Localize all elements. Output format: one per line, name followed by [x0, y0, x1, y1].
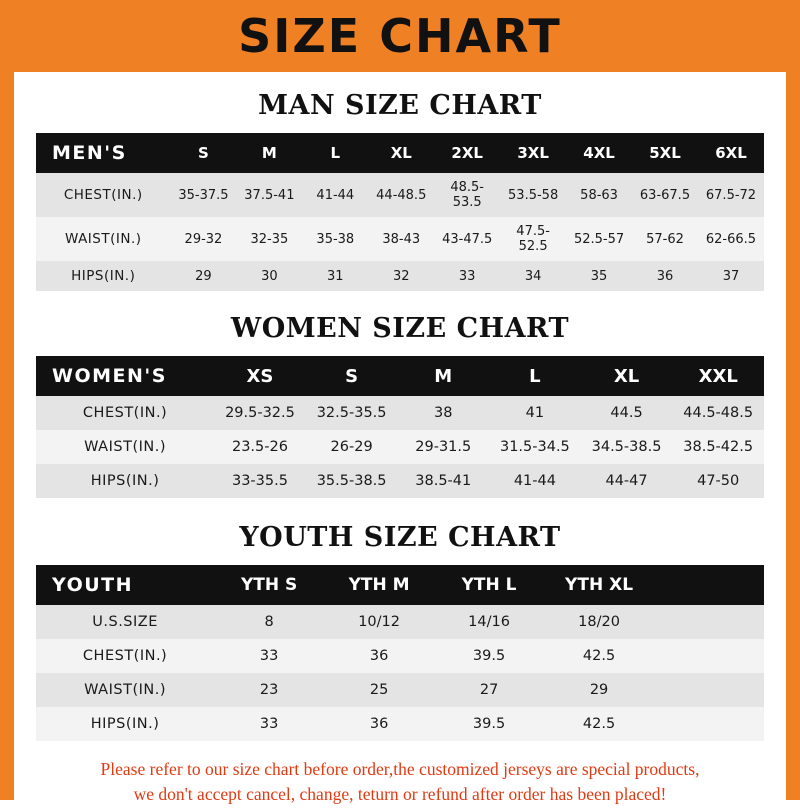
women-r0-c3: 41	[525, 405, 545, 421]
man-col-0: S	[198, 144, 209, 162]
man-r0-c5: 53.5-58	[508, 187, 559, 203]
youth-row-header-label: YOUTH	[52, 574, 134, 596]
youth-row-0-label: U.S.SIZE	[92, 614, 158, 630]
youth-r2-c4	[654, 673, 764, 707]
man-col-6: 4XL	[583, 144, 615, 162]
youth-r2-c0: 23	[259, 682, 279, 698]
youth-r1-c4	[654, 639, 764, 673]
youth-r1-c1: 36	[369, 648, 389, 664]
youth-r3-c4	[654, 707, 764, 741]
youth-r2-c3: 29	[589, 682, 609, 698]
man-r1-c7: 57-62	[646, 231, 684, 247]
man-r2-c4: 33	[458, 268, 476, 284]
women-r1-c5: 38.5-42.5	[683, 439, 754, 455]
man-col-1: M	[261, 144, 277, 162]
youth-r0-c1: 10/12	[358, 614, 400, 630]
women-size-table	[36, 356, 764, 498]
man-r2-c6: 35	[590, 268, 608, 284]
man-r1-c2: 35-38	[316, 231, 355, 247]
order-policy-note	[36, 757, 764, 808]
youth-r2-c1: 25	[369, 682, 389, 698]
youth-r3-c1: 36	[369, 716, 389, 732]
table-row	[36, 173, 764, 217]
order-policy-note-line1: Please refer to our size chart before order,the customized jerseys are special products,	[100, 759, 700, 779]
women-r1-c1: 26-29	[330, 439, 373, 455]
youth-col-2: YTH L	[461, 575, 517, 595]
man-row-1-label: WAIST(IN.)	[64, 231, 142, 247]
youth-r1-c0: 33	[259, 648, 279, 664]
man-r1-c1: 32-35	[250, 231, 289, 247]
women-r0-c2: 38	[434, 405, 453, 421]
women-table-header	[36, 356, 764, 396]
man-col-2: L	[330, 144, 341, 162]
order-policy-note-line2: we don't accept cancel, change, teturn or refund after order has been placed!	[133, 784, 667, 805]
man-r0-c3: 44-48.5	[376, 187, 427, 203]
man-col-3: XL	[390, 144, 412, 162]
man-r1-c8: 62-66.5	[705, 231, 757, 247]
women-r0-c0: 29.5-32.5	[225, 405, 295, 421]
man-r2-c8: 37	[722, 268, 740, 284]
man-section-title: MAN SIZE CHART	[258, 90, 542, 121]
man-col-4: 2XL	[451, 144, 483, 162]
content	[14, 90, 786, 808]
youth-r0-c4	[654, 605, 764, 639]
man-r0-c7: 63-67.5	[639, 187, 691, 203]
youth-r1-c2: 39.5	[472, 648, 506, 664]
youth-section-title: YOUTH SIZE CHART	[239, 522, 561, 553]
youth-row-3-label: HIPS(IN.)	[90, 716, 160, 732]
women-row-0-label: CHEST(IN.)	[82, 405, 168, 421]
table-header-row	[36, 356, 764, 396]
man-r0-c0: 35-37.5	[178, 187, 229, 203]
table-row	[36, 217, 764, 261]
man-row-2-label: HIPS(IN.)	[71, 268, 136, 284]
women-r1-c0: 23.5-26	[231, 439, 288, 455]
youth-r3-c0: 33	[259, 716, 279, 732]
youth-table-header	[36, 565, 764, 605]
women-r2-c5: 47-50	[697, 473, 740, 489]
man-table-body	[36, 173, 764, 291]
table-row	[36, 430, 764, 464]
table-row	[36, 639, 764, 673]
man-r2-c5: 34	[524, 268, 542, 284]
youth-col-0: YTH S	[240, 575, 298, 595]
youth-r0-c0: 8	[264, 614, 274, 630]
man-col-7: 5XL	[649, 144, 681, 162]
women-col-0: XS	[246, 365, 274, 387]
banner-title: SIZE CHART	[238, 9, 562, 63]
man-r2-c7: 36	[656, 268, 674, 284]
women-col-1: S	[345, 365, 359, 387]
women-col-2: M	[434, 365, 453, 387]
man-table-header	[36, 133, 764, 173]
women-r2-c2: 38.5-41	[415, 473, 472, 489]
man-r2-c0: 29	[195, 268, 212, 284]
table-row	[36, 464, 764, 498]
women-row-1-label: WAIST(IN.)	[84, 439, 166, 455]
youth-row-2-label: WAIST(IN.)	[84, 682, 166, 698]
women-col-3: L	[529, 365, 541, 387]
man-r2-c3: 32	[392, 268, 410, 284]
man-r1-c6: 52.5-57	[573, 231, 625, 247]
youth-r3-c2: 39.5	[472, 716, 506, 732]
table-row	[36, 605, 764, 639]
women-r2-c1: 35.5-38.5	[316, 473, 387, 489]
youth-table-body	[36, 605, 764, 741]
man-r0-c4: 48.5-53.5	[450, 180, 484, 210]
man-r2-c2: 31	[327, 268, 344, 284]
table-row	[36, 673, 764, 707]
women-r0-c5: 44.5-48.5	[683, 405, 754, 421]
table-row	[36, 707, 764, 741]
women-col-4: XL	[613, 365, 640, 387]
table-row	[36, 261, 764, 291]
youth-col-1: YTH M	[348, 575, 410, 595]
man-r1-c5: 47.5-52.5	[516, 224, 550, 254]
youth-row-1-label: CHEST(IN.)	[82, 648, 168, 664]
women-r2-c3: 41-44	[513, 473, 556, 489]
women-r0-c4: 44.5	[610, 405, 643, 421]
women-row-2-label: HIPS(IN.)	[90, 473, 160, 489]
man-r0-c6: 58-63	[580, 187, 618, 203]
youth-r1-c3: 42.5	[582, 648, 616, 664]
youth-size-table	[36, 565, 764, 741]
women-r1-c3: 31.5-34.5	[499, 439, 570, 455]
youth-col-4	[654, 565, 764, 605]
women-r1-c2: 29-31.5	[415, 439, 472, 455]
man-row-0-label: CHEST(IN.)	[63, 187, 143, 203]
women-r1-c4: 34.5-38.5	[591, 439, 662, 455]
man-r1-c3: 38-43	[382, 231, 421, 247]
man-col-5: 3XL	[517, 144, 549, 162]
table-header-row	[36, 133, 764, 173]
women-r2-c0: 33-35.5	[231, 473, 288, 489]
youth-r0-c3: 18/20	[578, 614, 620, 630]
table-header-row	[36, 565, 764, 605]
women-section-title: WOMEN SIZE CHART	[230, 313, 570, 344]
man-r2-c1: 30	[261, 268, 278, 284]
women-col-5: XXL	[698, 365, 738, 387]
man-size-table	[36, 133, 764, 291]
youth-r2-c2: 27	[479, 682, 499, 698]
banner	[0, 0, 800, 72]
women-row-header-label: WOMEN'S	[52, 365, 167, 387]
man-r0-c2: 41-44	[316, 187, 355, 203]
women-r2-c4: 44-47	[605, 473, 648, 489]
women-r0-c1: 32.5-35.5	[316, 405, 387, 421]
youth-r3-c3: 42.5	[582, 716, 616, 732]
man-r0-c8: 67.5-72	[705, 187, 757, 203]
man-r0-c1: 37.5-41	[244, 187, 295, 203]
man-r1-c0: 29-32	[184, 231, 223, 247]
man-row-header-label: MEN'S	[52, 142, 127, 164]
man-col-8: 6XL	[715, 144, 747, 162]
man-r1-c4: 43-47.5	[442, 231, 493, 247]
women-table-body	[36, 396, 764, 498]
youth-r0-c2: 14/16	[468, 614, 510, 630]
table-row	[36, 396, 764, 430]
youth-col-3: YTH XL	[565, 575, 634, 595]
